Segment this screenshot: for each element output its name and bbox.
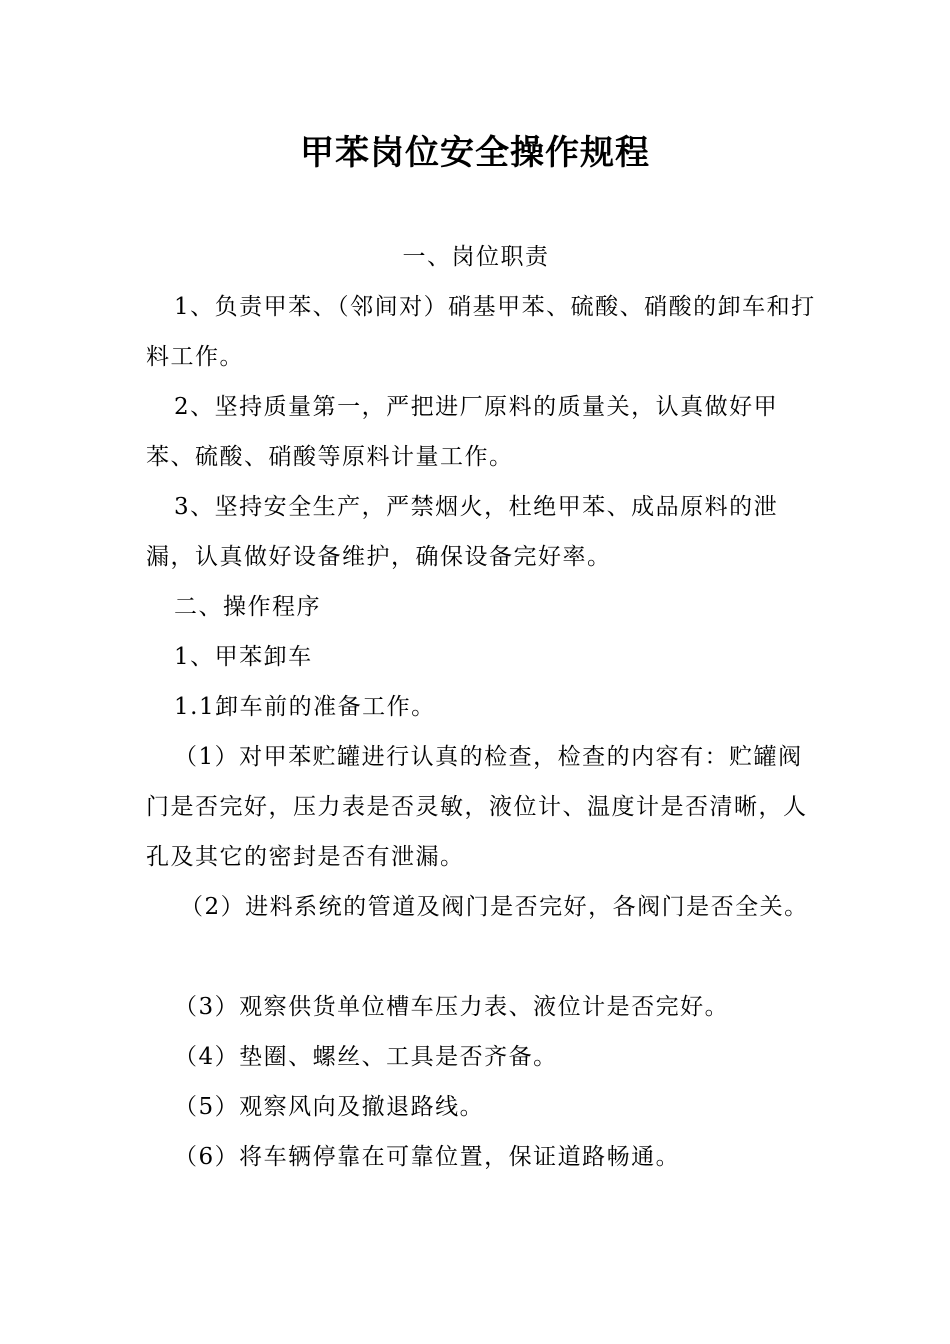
procedure-step-1: （1）对甲苯贮罐进行认真的检查，检查的内容有：贮罐阀门是否完好，压力表是否灵敏，液位计、温度计是否清晰，人孔及其它的密封是否有泄漏。 — [146, 744, 808, 870]
section-heading-procedure: 二、操作程序 — [174, 594, 321, 620]
procedure-step-4: （4）垫圈、螺丝、工具是否齐备。 — [174, 1044, 558, 1070]
procedure-step-5: （5）观察风向及撤退路线。 — [174, 1094, 485, 1120]
subsection-heading-unloading: 1、甲苯卸车 — [174, 644, 313, 670]
document-title: 甲苯岗位安全操作规程 — [300, 133, 650, 173]
subsection-heading-preparation: 1.1卸车前的准备工作。 — [174, 694, 436, 720]
procedure-step-2: （2）进料系统的管道及阀门是否完好，各阀门是否全关。 — [180, 894, 809, 920]
procedure-step-6: （6）将车辆停靠在可靠位置，保证道路畅通。 — [174, 1144, 681, 1170]
duty-item-2: 2、坚持质量第一，严把进厂原料的质量关，认真做好甲苯、硫酸、硝酸等原料计量工作。 — [146, 394, 779, 470]
duty-item-1: 1、负责甲苯、（邻间对）硝基甲苯、硫酸、硝酸的卸车和打料工作。 — [146, 294, 816, 370]
blank-line — [146, 932, 826, 982]
duty-item-3: 3、坚持安全生产，严禁烟火，杜绝甲苯、成品原料的泄漏，认真做好设备维护，确保设备完好率。 — [146, 494, 779, 570]
procedure-step-3: （3）观察供货单位槽车压力表、液位计是否完好。 — [174, 994, 730, 1020]
document-body — [146, 232, 826, 1182]
section-heading-duties: 一、岗位职责 — [402, 244, 550, 270]
